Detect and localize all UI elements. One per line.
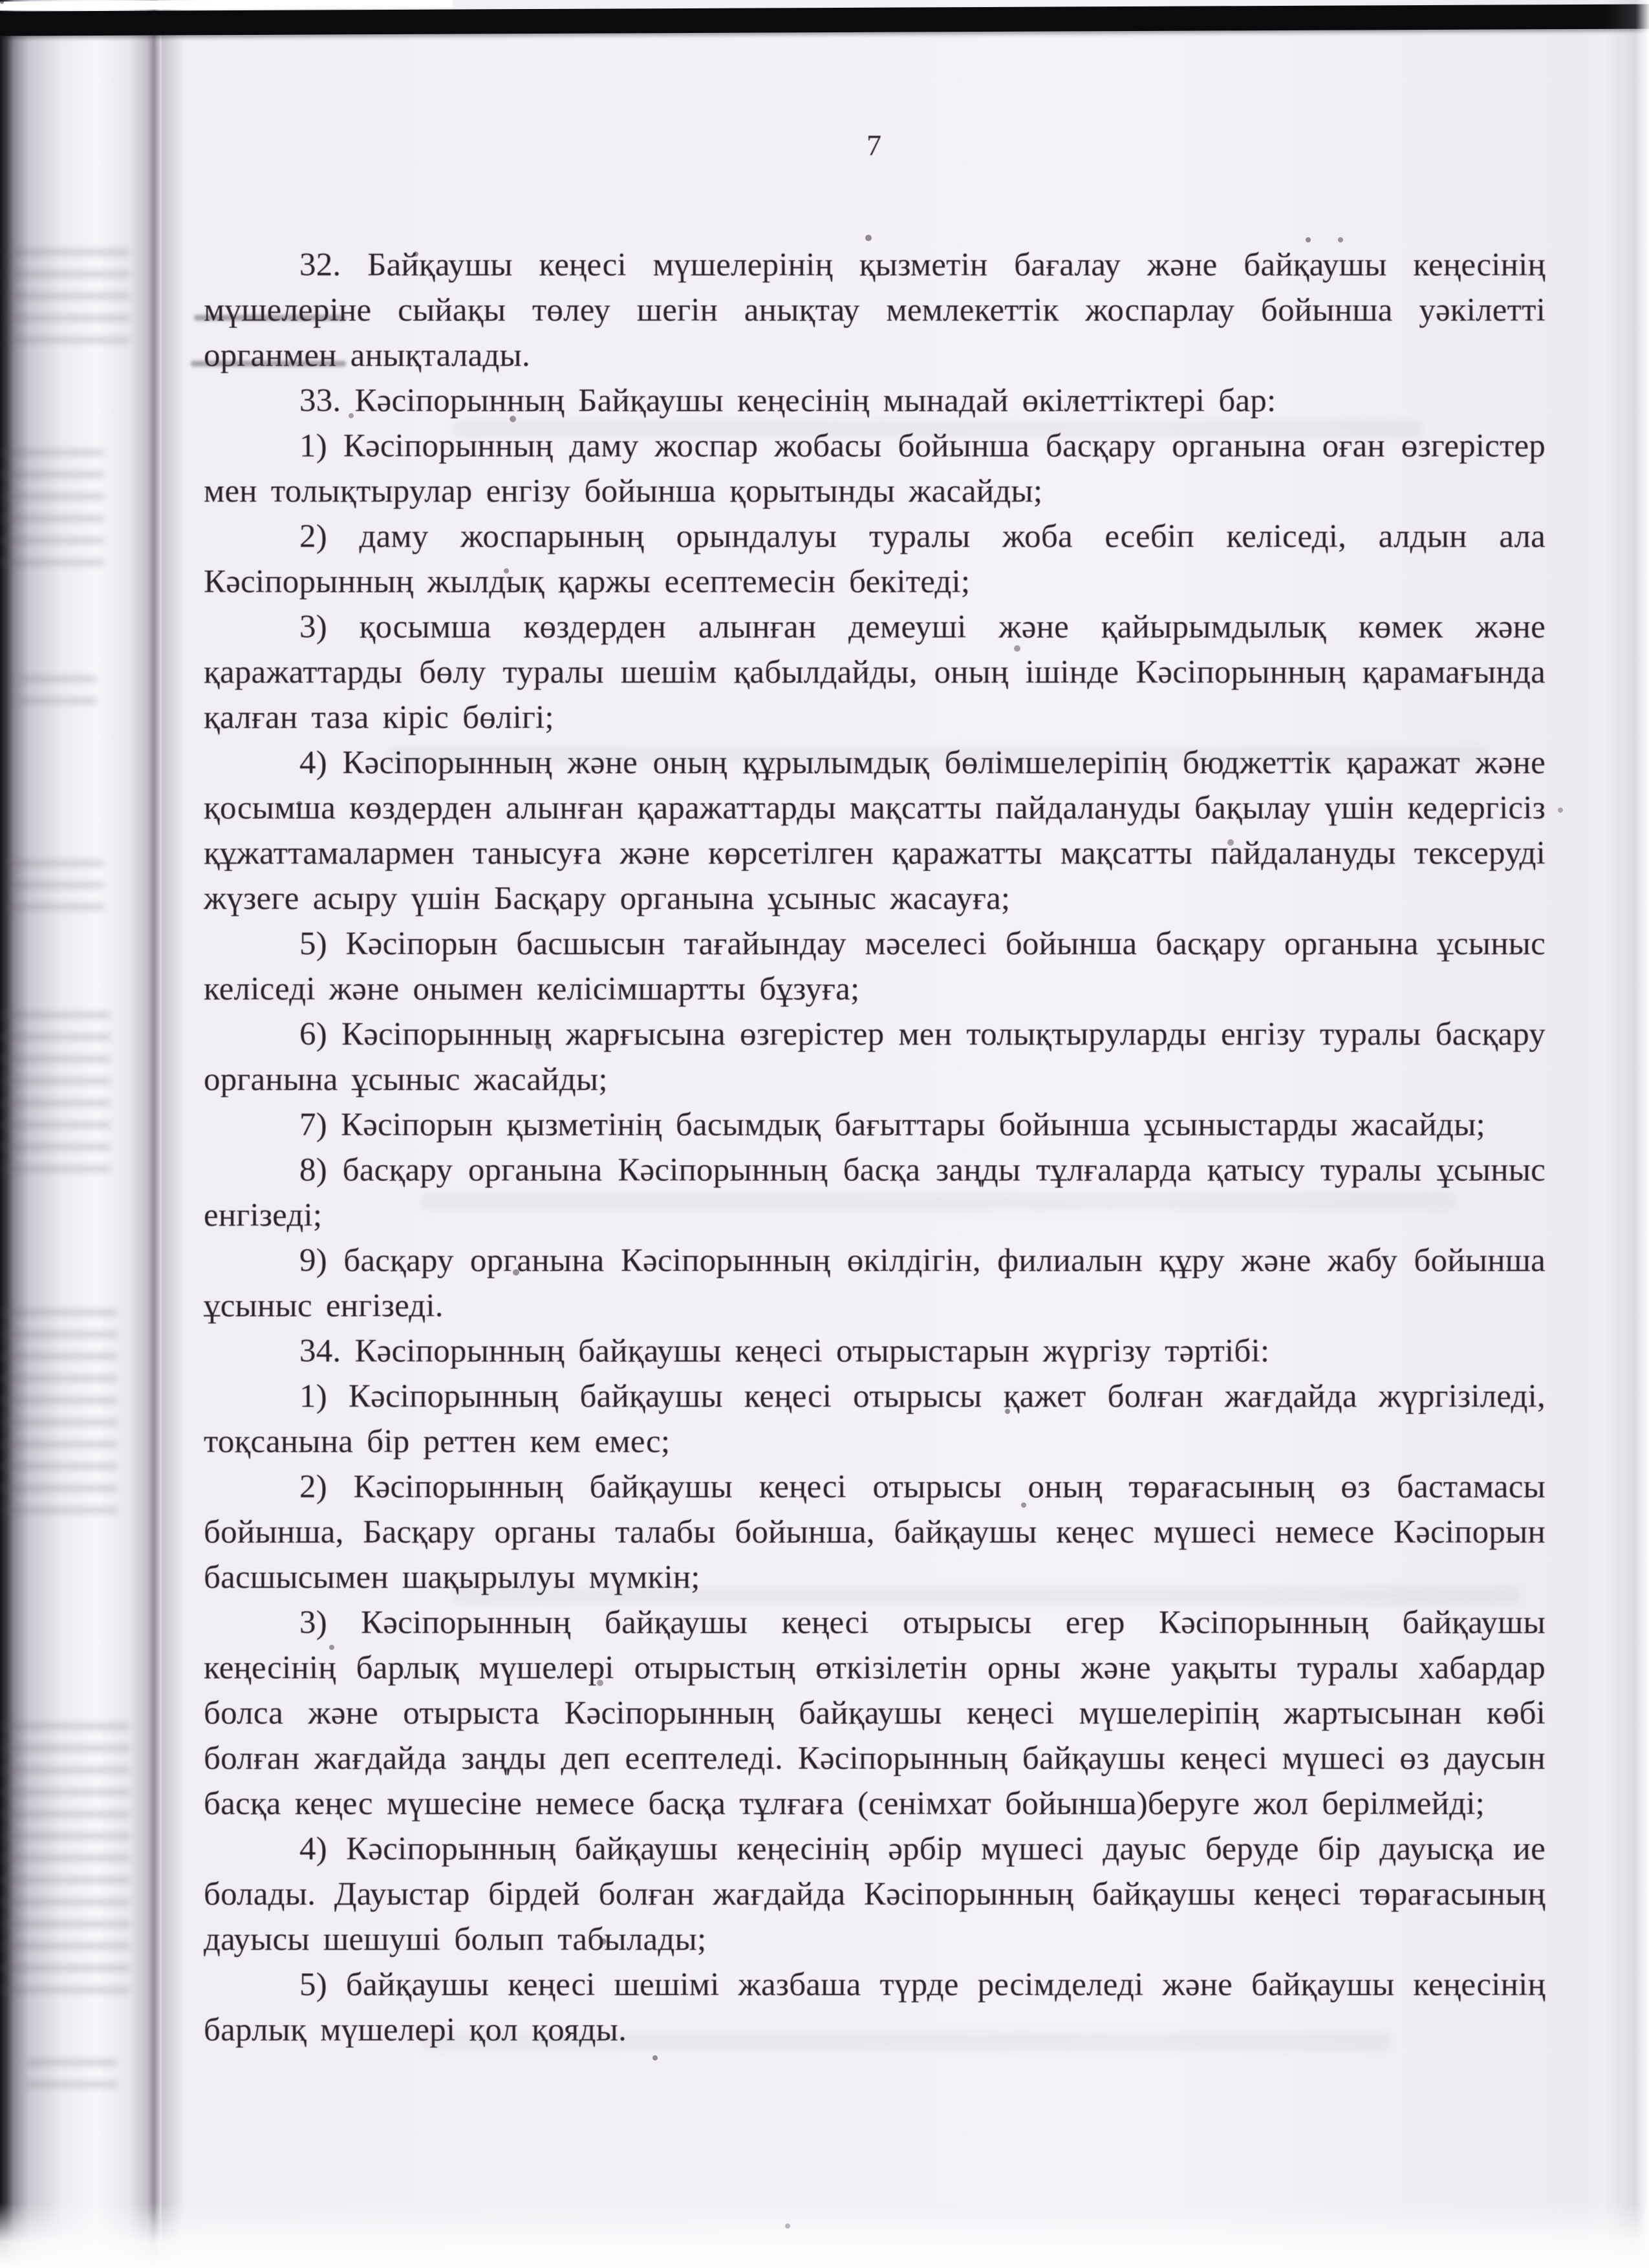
paragraph-clause-33-item-2: 2) даму жоспарының орындалуы туралы жоба есебіп келіседі, алдын ала Кәсіпорынның жылдық қаржы есептемесін бекітеді; xyxy=(204,519,1546,600)
bleedthrough-mark xyxy=(0,449,103,579)
page-number: 7 xyxy=(867,129,883,162)
ink-speckles xyxy=(0,0,4,4)
paragraph-clause-34-item-4: 4) Кәсіпорынның байқаушы кеңесінің әрбір мүшесі дауыс беруде бір дауысқа ие болады. Дауыстар бірдей болған жағдайда Кәсіпорынның байқаушы кеңесі төрағасының дауысы шешуші болып табылады; xyxy=(204,1831,1546,1958)
paragraph-clause-34: 34. Кәсіпорынның байқаушы кеңесі отырыстарын жүргізу тәртібі: xyxy=(299,1333,1270,1369)
page-right-edge-shadow xyxy=(1604,0,1649,2268)
scanner-bed-bottom xyxy=(0,2203,1649,2268)
paragraph-clause-32: 32. Байқаушы кеңесі мүшелерінің қызметін бағалау және байқаушы кеңесінің мүшелеріне сыйақы төлеу шегін анықтау мемлекеттік жоспарлау бойынша уәкілетті органмен анықталады. xyxy=(204,247,1546,374)
paragraph-clause-33-item-9: 9) басқару органына Кәсіпорынның өкілдігін, филиалын құру және жабу бойынша ұсыныс енгізеді. xyxy=(204,1243,1546,1324)
paragraph-clause-33-item-6: 6) Кәсіпорынның жарғысына өзгерістер мен толықтыруларды енгізу туралы басқару органына ұсыныс жасайды; xyxy=(204,1016,1546,1098)
paragraph-clause-33-item-7: 7) Кәсіпорын қызметінің басымдық бағыттары бойынша ұсыныстарды жасайды; xyxy=(299,1107,1485,1143)
scan-top-corner xyxy=(0,0,453,10)
bleedthrough-mark xyxy=(6,860,103,921)
page-fold-shadow xyxy=(162,0,188,2268)
bleedthrough-mark xyxy=(0,1012,110,1180)
bleedthrough-mark xyxy=(0,1309,116,1523)
document-text-column xyxy=(204,123,1546,2053)
bleedthrough-mark xyxy=(0,1723,129,1995)
paragraph-clause-34-item-1: 1) Кәсіпорынның байқаушы кеңесі отырысы қажет болған жағдайда жүргізіледі, тоқсанына бір реттен кем емес; xyxy=(204,1378,1546,1460)
paragraph-clause-34-item-2: 2) Кәсіпорынның байқаушы кеңесі отырысы оның төрағасының өз бастамасы бойынша, Басқару органы талабы бойынша, байқаушы кеңес мүшесі немесе Кәсіпорын басшысымен шақырылуы мүмкін; xyxy=(204,1469,1546,1596)
paragraph-clause-34-item-5: 5) байқаушы кеңесі шешімі жазбаша түрде ресімделеді және байқаушы кеңесінің барлық мүшелері қол қояды. xyxy=(204,1967,1546,2048)
paragraph-clause-33-item-4: 4) Кәсіпорынның және оның құрылымдық бөлімшелеріпің бюджеттік қаражат және қосымша көздерден алынған қаражаттарды мақсатты пайдалануды бақылау үшін кедергісіз құжаттамалармен танысуға және көрсетілген қаражатты мақсатты пайдалануды тексеруді жүзеге асыру үшін Басқару органына ұсыныс жасауға; xyxy=(204,745,1546,917)
bleedthrough-mark xyxy=(19,676,97,714)
paragraph-clause-33: 33. Кәсіпорынның Байқаушы кеңесінің мынадай өкілеттіктері бар: xyxy=(299,383,1277,419)
paragraph-clause-33-item-5: 5) Кәсіпорын басшысын тағайындау мәселесі бойынша басқару органына ұсыныс келіседі және онымен келісімшартты бұзуға; xyxy=(204,926,1546,1007)
bleedthrough-mark xyxy=(26,2059,116,2098)
paragraph-clause-33-item-3: 3) қосымша көздерден алынған демеуші және қайырымдылық көмек және қаражаттарды бөлу туралы шешім қабылдайды, оның ішінде Кәсіпорынның қарамағында қалған таза кіріс бөлігі; xyxy=(204,609,1546,736)
paragraph-clause-33-item-1: 1) Кәсіпорынның даму жоспар жобасы бойынша басқару органына оған өзгерістер мен толықтырулар енгізу бойынша қорытынды жасайды; xyxy=(204,428,1546,509)
paragraph-clause-33-item-8: 8) басқару органына Кәсіпорынның басқа заңды тұлғаларда қатысу туралы ұсыныс енгізеді; xyxy=(204,1152,1546,1234)
paragraph-clause-34-item-3: 3) Кәсіпорынның байқаушы кеңесі отырысы егер Кәсіпорынның байқаушы кеңесінің барлық мүшелері отырыстың өткізілетін орны және уақыты туралы хабардар болса және отырыста Кәсіпорынның байқаушы кеңесі мүшелеріпің жартысынан көбі болған жағдайда заңды деп есептеледі. Кәсіпорынның байқаушы кеңесі мүшесі өз даусын басқа кеңес мүшесіне немесе басқа тұлғаға (сенімхат бойынша)беруге жол берілмейді; xyxy=(204,1605,1546,1822)
bleedthrough-mark xyxy=(10,249,129,346)
